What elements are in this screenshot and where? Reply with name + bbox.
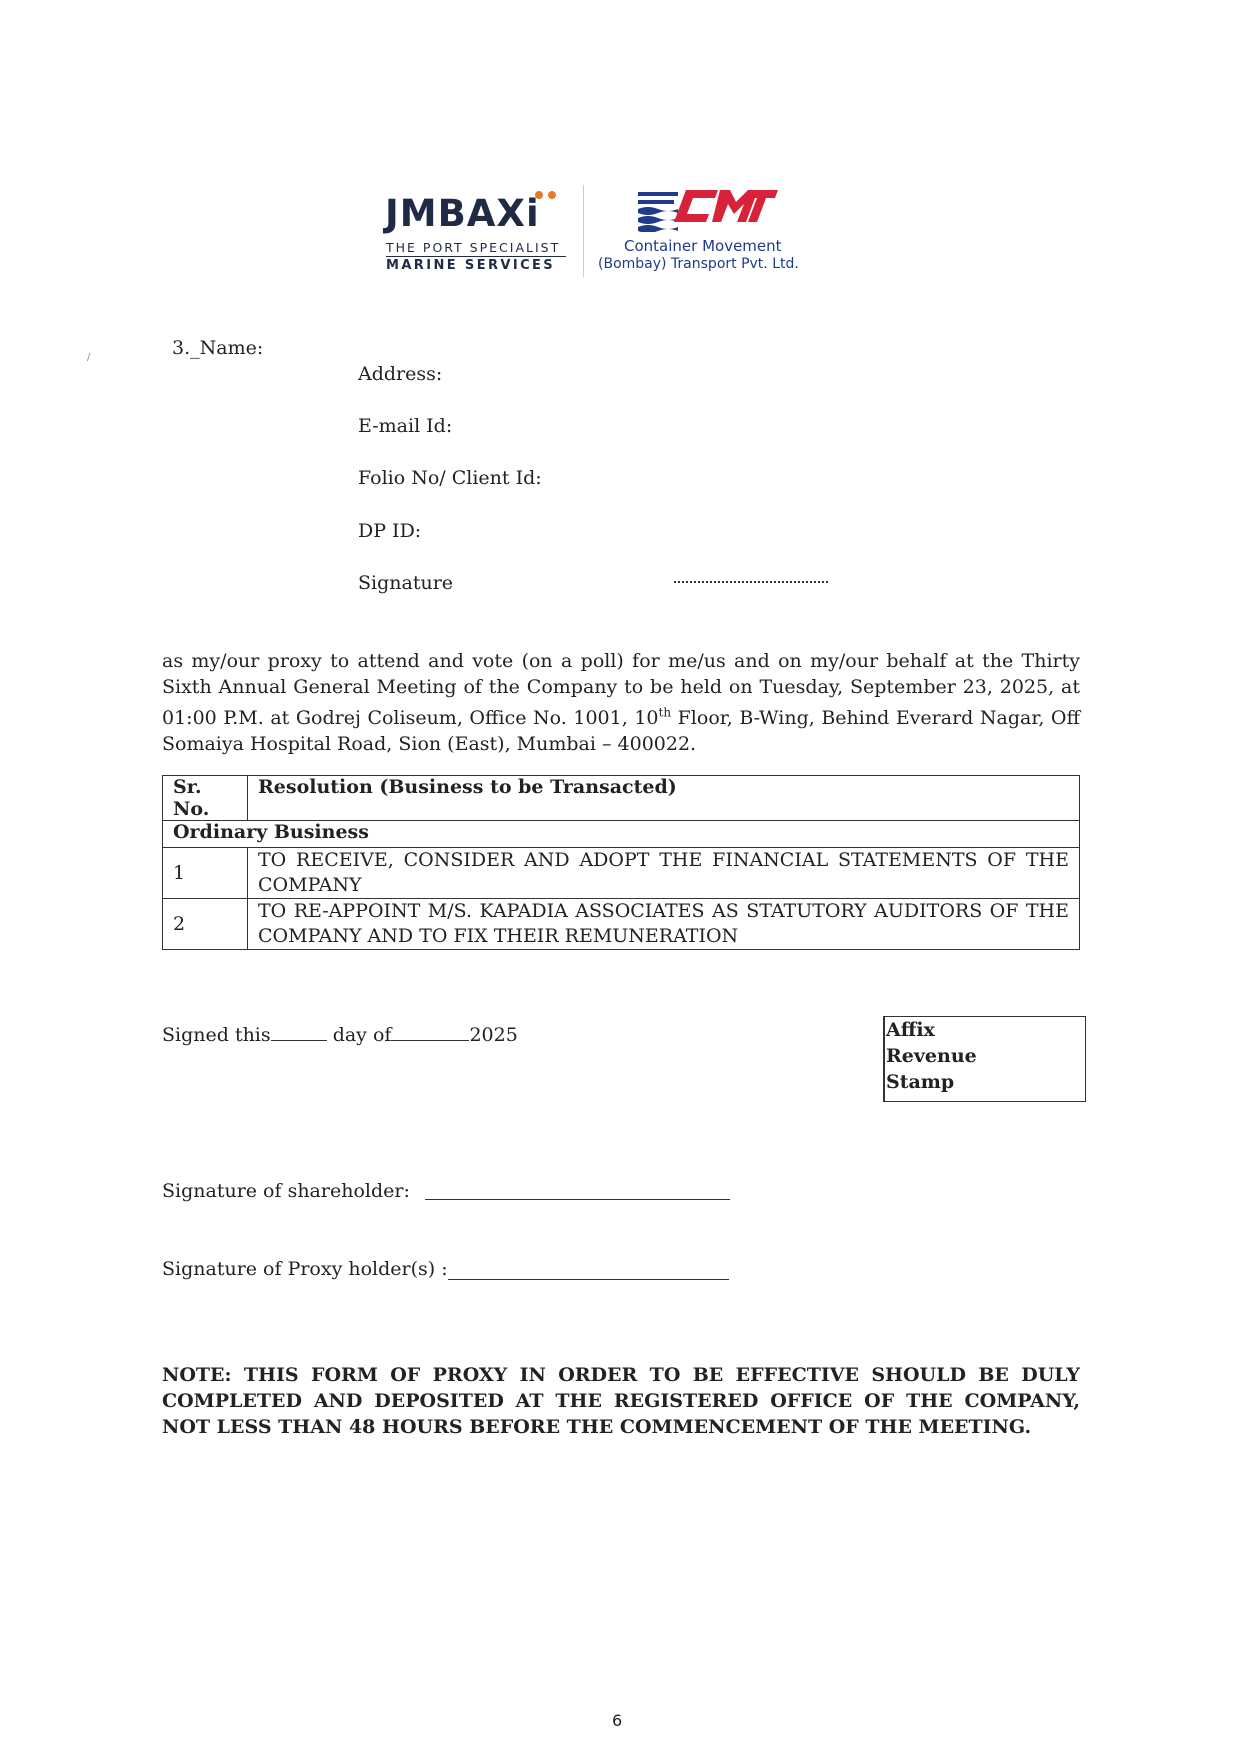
stamp-line-1: Affix	[886, 1019, 935, 1041]
section-ordinary-business: Ordinary Business	[163, 821, 1080, 848]
jmbaxi-divider-rule	[386, 256, 566, 257]
shareholder-signature-label: Signature of shareholder:	[162, 1180, 410, 1202]
logo-divider	[583, 185, 584, 277]
signed-year: 2025	[469, 1024, 518, 1046]
jmbaxi-logo	[385, 178, 573, 278]
stamp-line-2: Revenue	[886, 1045, 977, 1067]
header-resolution: Resolution (Business to be Transacted)	[248, 776, 1080, 821]
proxy-paragraph	[162, 648, 1080, 757]
resolutions-table	[162, 775, 1080, 950]
table-section-row	[163, 821, 1080, 848]
day-blank[interactable]	[271, 1024, 327, 1041]
scan-mark: /	[87, 352, 91, 363]
row-resolution: TO RE-APPOINT M/S. KAPADIA ASSOCIATES AS STATUTORY AUDITORS OF THE COMPANY AND TO FIX THEIR REMUNERATION	[248, 899, 1080, 950]
shareholder-signature-line[interactable]	[425, 1199, 730, 1200]
folio-label: Folio No/ Client Id:	[358, 467, 542, 489]
cmt-name-line-1: Container Movement	[624, 237, 782, 255]
revenue-stamp-box	[883, 1016, 1086, 1102]
signature-dotted-line[interactable]	[674, 580, 828, 583]
cmt-logo	[598, 188, 828, 278]
table-row	[163, 848, 1080, 899]
table-header-row	[163, 776, 1080, 821]
page-number: 6	[612, 1711, 623, 1730]
cmt-name-line-2: (Bombay) Transport Pvt. Ltd.	[598, 256, 799, 272]
cmt-mark-icon	[638, 188, 778, 232]
signed-prefix: Signed this	[162, 1024, 271, 1046]
row-number: 2	[163, 899, 248, 950]
table-row	[163, 899, 1080, 950]
jmbaxi-tagline-2: MARINE SERVICES	[386, 258, 556, 273]
dpid-label: DP ID:	[358, 520, 422, 542]
note-text: NOTE: THIS FORM OF PROXY IN ORDER TO BE EFFECTIVE SHOULD BE DULY COMPLETED AND DEPOSITED AT THE REGISTERED OFFICE OF THE COMPANY, NOT LESS THAN 48 HOURS BEFORE THE COMMENCEMENT OF THE MEETING.	[162, 1364, 1080, 1438]
name-label: 3._Name:	[172, 337, 264, 359]
jmbaxi-tagline-1: THE PORT SPECIALIST	[386, 240, 561, 255]
proxy-paragraph-text: as my/our proxy to attend and vote (on a poll) for me/us and on my/our behalf at the Thirty Sixth Annual General Meeting of the Company to be held on Tuesday, September 23, 2025, at 01:00 P.M. at Godrej Coliseum, Office No. 1001, 10th Floor, B-Wing, Behind Everard Nagar, Off Somaiya Hospital Road, Sion (East), Mumbai – 400022.	[162, 650, 1081, 756]
signed-date-line	[162, 1024, 518, 1046]
signed-middle: day of	[332, 1024, 392, 1046]
proxy-signature-label: Signature of Proxy holder(s) :	[162, 1258, 448, 1280]
signature-label: Signature	[358, 572, 454, 594]
row-number: 1	[163, 848, 248, 899]
address-label: Address:	[358, 363, 443, 385]
month-blank[interactable]	[391, 1024, 469, 1041]
email-label: E-mail Id:	[358, 415, 453, 437]
jmbaxi-logo-wordmark: JMBAXi	[385, 192, 540, 235]
header-sr-no: Sr. No.	[163, 776, 248, 821]
row-resolution: TO RECEIVE, CONSIDER AND ADOPT THE FINANCIAL STATEMENTS OF THE COMPANY	[248, 848, 1080, 899]
stamp-line-3: Stamp	[886, 1071, 955, 1093]
proxy-signature-line[interactable]	[448, 1279, 729, 1280]
